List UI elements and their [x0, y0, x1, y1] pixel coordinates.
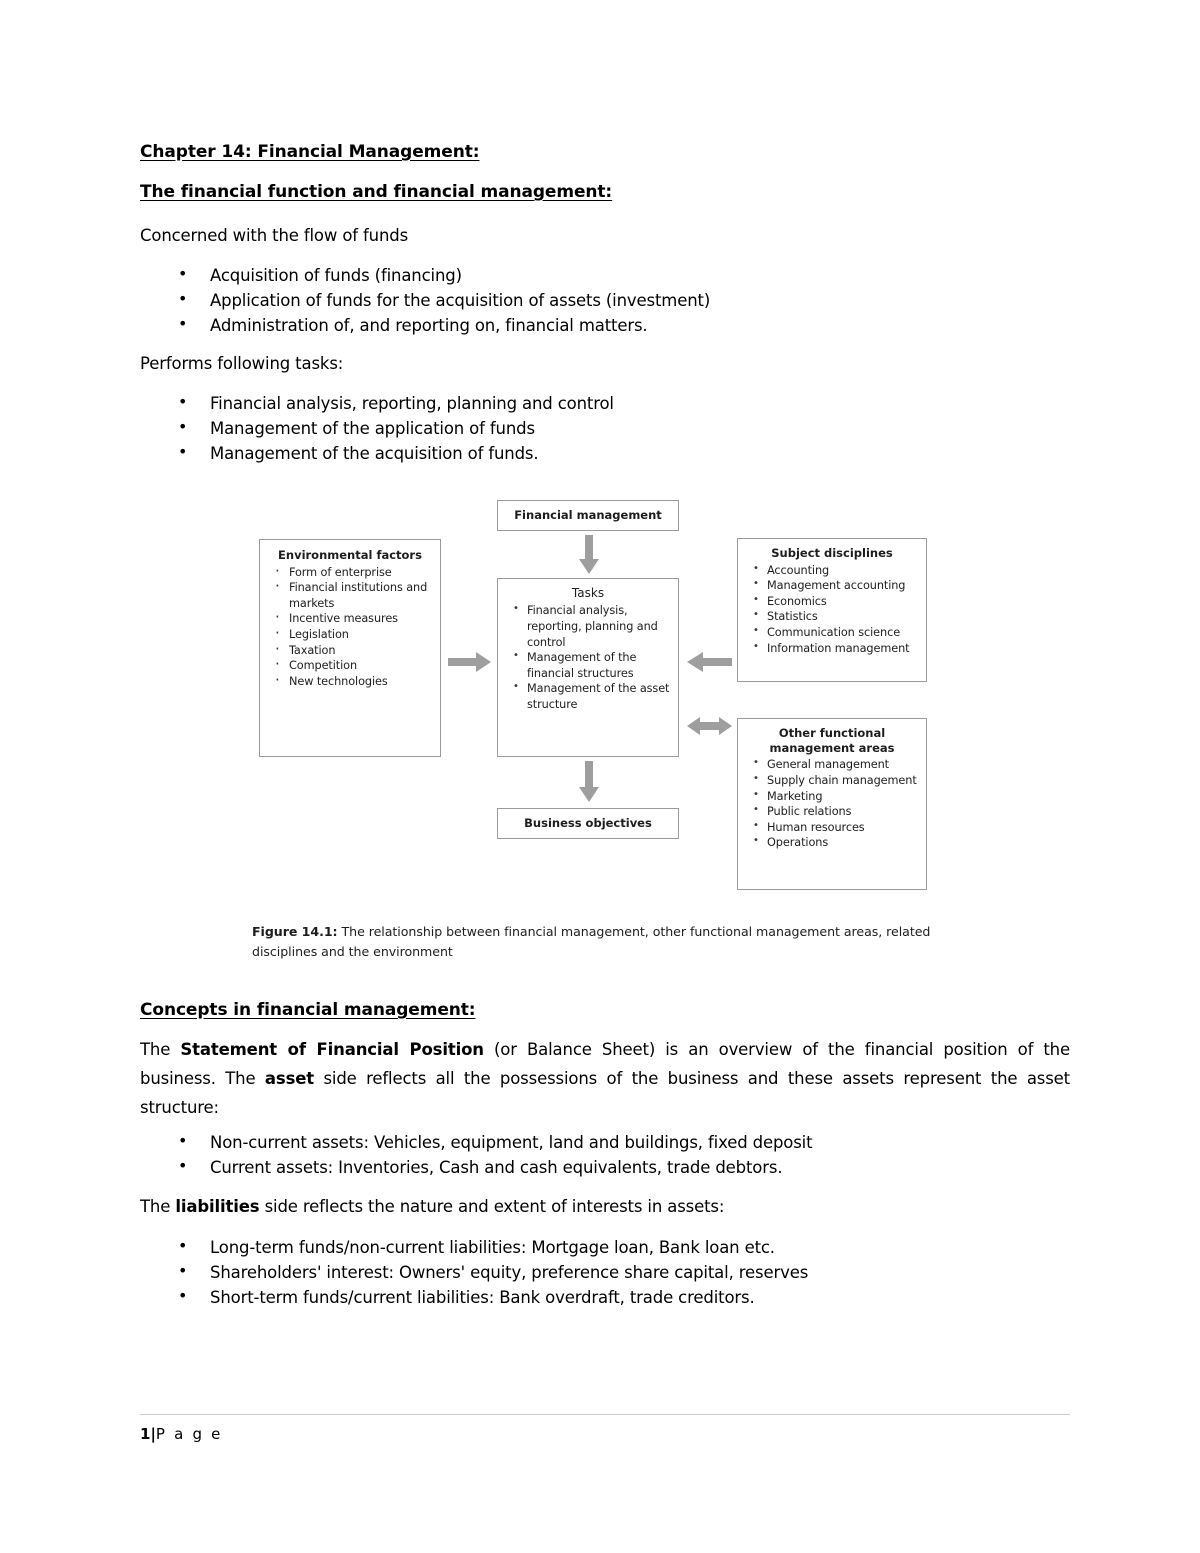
figure-box-other-functional-areas [737, 718, 927, 890]
figure-box-business-objectives [497, 808, 679, 839]
arrow-down-to-tasks [578, 535, 600, 575]
figure-caption-label: Figure 14.1: [252, 924, 338, 939]
figure-box-title: Environmental factors [278, 548, 422, 562]
figure-14-1 [0, 490, 1200, 970]
asset-bullets-wrap [140, 1130, 1070, 1180]
section-heading-2-wrap [140, 1000, 1070, 1021]
figure-box-tasks [497, 578, 679, 757]
arrow-bidirectional-tasks-other-areas [686, 715, 733, 737]
figure-box-subject-disciplines [737, 538, 927, 682]
list-item: • General management [746, 757, 918, 773]
list-item: · New technologies [268, 674, 432, 690]
list-item: • Management of the financial structures [506, 650, 670, 681]
performs-tasks-line: Performs following tasks: [140, 354, 344, 373]
list-item: · Incentive measures [268, 611, 432, 627]
list-item: • Non-current assets: Vehicles, equipment, land and buildings, fixed deposit [140, 1130, 1070, 1155]
footer-label: P a g e [155, 1425, 223, 1443]
paragraph-1-wrap [140, 1036, 1070, 1123]
figure-caption-text: The relationship between financial management, other functional management areas, related disciplines and the environment [252, 924, 931, 959]
figure-box-title: Tasks [571, 586, 605, 600]
text-fragment: side reflects the nature and extent of interests in assets: [259, 1197, 725, 1216]
text-fragment: The [140, 1040, 181, 1059]
figure-box-title: Business objectives [524, 816, 652, 831]
list-item: • Human resources [746, 820, 918, 836]
figure-box-list [746, 563, 918, 656]
text-fragment: The [140, 1197, 176, 1216]
intro-bullets-wrap [140, 263, 1070, 338]
section-heading-financial-function: The financial function and financial management: [140, 182, 613, 202]
text-fragment: (or Balance Sheet) is an overview of the financial position of the business. The [140, 1040, 1070, 1088]
list-item: • Marketing [746, 789, 918, 805]
tasks-bullets-wrap [140, 391, 1070, 466]
chapter-heading: Chapter 14: Financial Management: [140, 142, 480, 162]
list-item: · Financial institutions and markets [268, 580, 432, 611]
arrow-left-disciplines-to-tasks [686, 651, 732, 673]
section-heading-1-wrap [140, 182, 1070, 203]
list-item: • Long-term funds/non-current liabilities: Mortgage loan, Bank loan etc. [140, 1235, 1070, 1260]
figure-box-financial-management [497, 500, 679, 531]
text-bold-asset: asset [264, 1068, 315, 1088]
text-bold-liabilities: liabilities [175, 1197, 260, 1216]
intro-line-wrap [140, 224, 1070, 249]
footer-divider [140, 1414, 1070, 1415]
figure-caption [252, 922, 942, 961]
asset-bullet-list [140, 1130, 1070, 1180]
list-item: • Public relations [746, 804, 918, 820]
text-fragment: side reflects all the possessions of the business and these assets represent the asset structure: [140, 1068, 1070, 1117]
list-item: • Management of the application of funds [140, 416, 1070, 441]
footer-page-number: 1 [140, 1425, 151, 1443]
list-item: • Acquisition of funds (financing) [140, 263, 1070, 288]
list-item: • Information management [746, 641, 918, 657]
list-item: · Taxation [268, 643, 432, 659]
paragraph-statement-of-financial-position [140, 1036, 1070, 1123]
liability-bullets-wrap [140, 1235, 1070, 1310]
list-item: • Shareholders' interest: Owners' equity, preference share capital, reserves [140, 1260, 1070, 1285]
list-item: • Supply chain management [746, 773, 918, 789]
list-item: • Management accounting [746, 578, 918, 594]
chapter-heading-wrap [140, 142, 1070, 163]
list-item: • Application of funds for the acquisition of assets (investment) [140, 288, 1070, 313]
figure-box-list [506, 603, 670, 712]
figure-box-list [268, 565, 432, 690]
list-item: • Communication science [746, 625, 918, 641]
paragraph-liabilities [140, 1195, 1070, 1220]
list-item: • Management of the acquisition of funds. [140, 441, 1070, 466]
list-item: • Accounting [746, 563, 918, 579]
list-item: · Legislation [268, 627, 432, 643]
list-item: • Operations [746, 835, 918, 851]
list-item: · Competition [268, 658, 432, 674]
figure-box-title: Subject disciplines [771, 546, 893, 560]
footer-separator: | [150, 1425, 156, 1443]
arrow-right-env-to-tasks [448, 651, 492, 673]
section-heading-concepts: Concepts in financial management: [140, 1000, 476, 1020]
tasks-bullet-list [140, 391, 1070, 466]
list-item: • Short-term funds/current liabilities: Bank overdraft, trade creditors. [140, 1285, 1070, 1310]
list-item: • Current assets: Inventories, Cash and cash equivalents, trade debtors. [140, 1155, 1070, 1180]
intro-bullet-list [140, 263, 1070, 338]
arrow-down-to-business-objectives [578, 761, 600, 803]
list-item: • Financial analysis, reporting, planning and control [140, 391, 1070, 416]
liability-bullet-list [140, 1235, 1070, 1310]
paragraph-2-wrap [140, 1195, 1070, 1220]
figure-box-title: Other functional management areas [769, 726, 895, 755]
figure-box-list [746, 757, 918, 850]
list-item: • Economics [746, 594, 918, 610]
figure-box-environmental-factors [259, 539, 441, 757]
page-footer [140, 1425, 223, 1443]
list-item: • Administration of, and reporting on, financial matters. [140, 313, 1070, 338]
list-item: · Form of enterprise [268, 565, 432, 581]
figure-box-title: Financial management [514, 508, 662, 523]
list-item: • Management of the asset structure [506, 681, 670, 712]
list-item: • Statistics [746, 609, 918, 625]
list-item: • Financial analysis, reporting, planning and control [506, 603, 670, 650]
text-bold-statement-of-financial-position: Statement of Financial Position [180, 1040, 484, 1059]
intro-line: Concerned with the flow of funds [140, 226, 409, 245]
tasks-line-wrap [140, 352, 1070, 377]
